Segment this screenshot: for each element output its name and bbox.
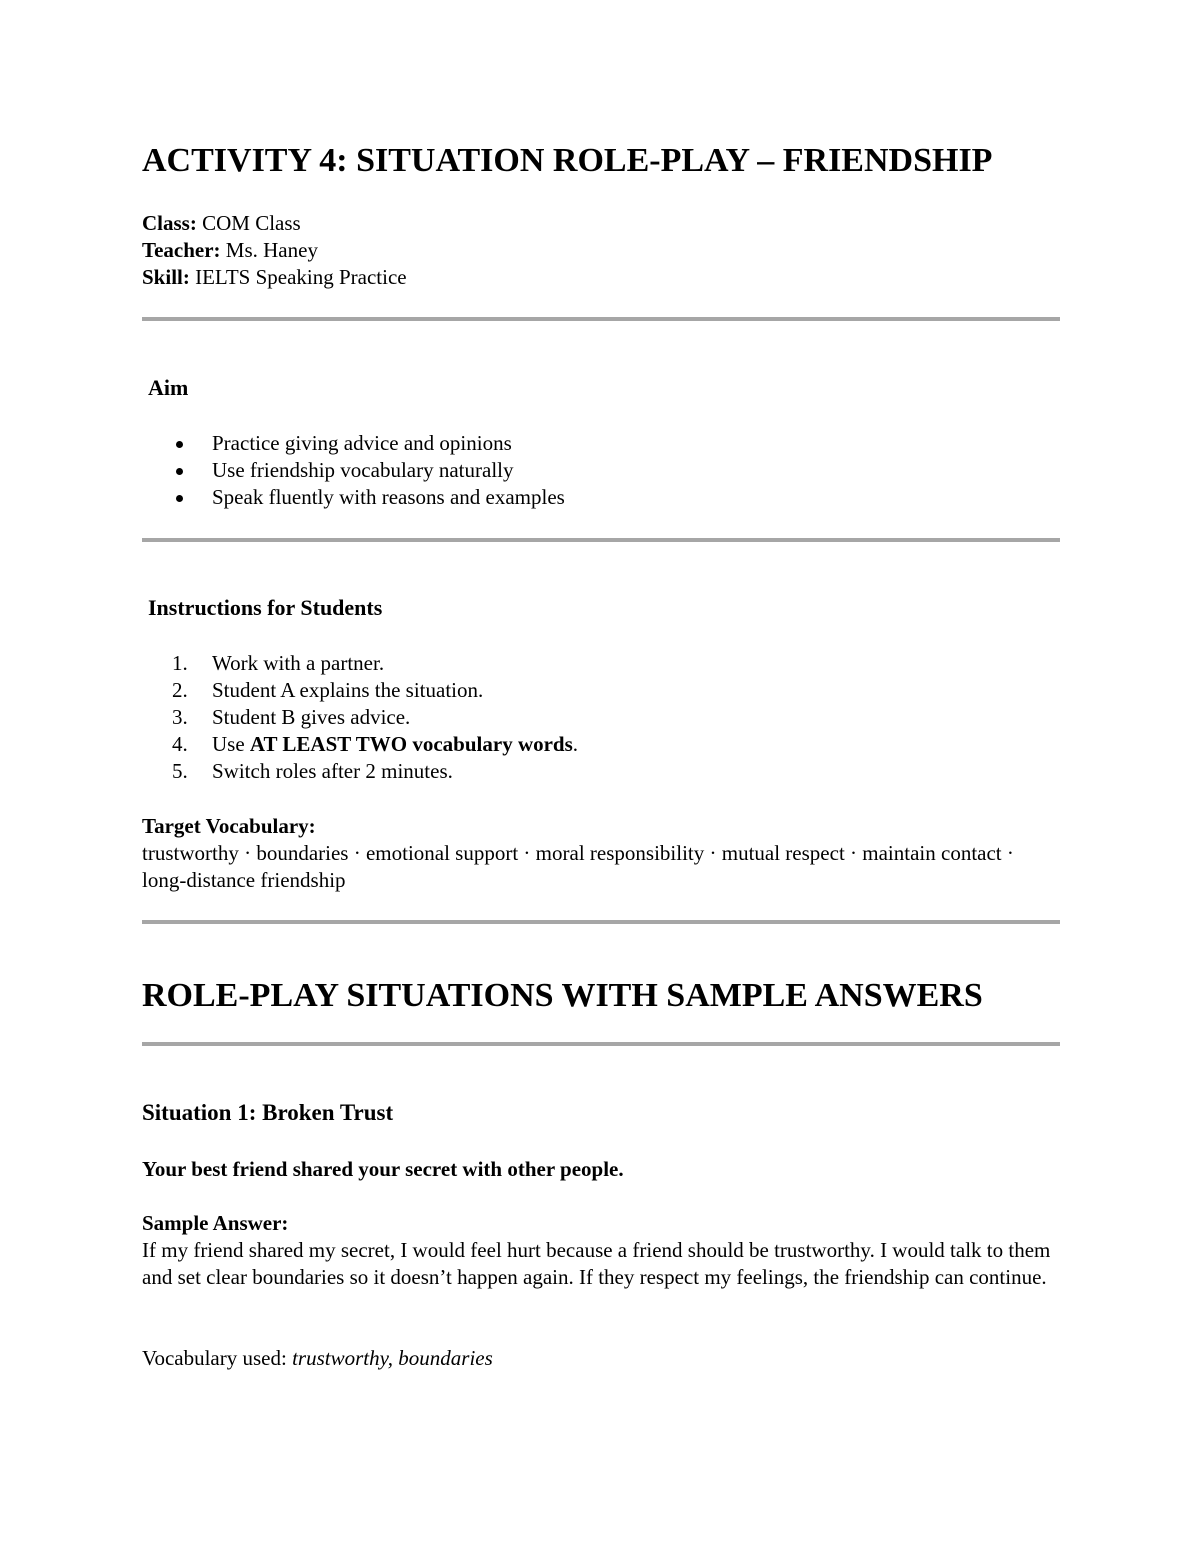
list-item: 2. Student A explains the situation. xyxy=(172,678,484,702)
vocab-used-line xyxy=(142,1345,1060,1372)
situation-1-prompt: Your best friend shared your secret with other people. xyxy=(142,1157,624,1181)
skill-label: Skill: xyxy=(142,265,190,289)
list-item: Practice giving advice and opinions xyxy=(142,430,565,457)
divider xyxy=(142,1042,1060,1046)
list-item: 3. Student B gives advice. xyxy=(172,705,411,729)
divider xyxy=(142,538,1060,542)
vocab-used-value: trustworthy, boundaries xyxy=(292,1346,493,1370)
list-item: Speak fluently with reasons and examples xyxy=(142,484,565,511)
list-item: 4. Use AT LEAST TWO vocabulary words. xyxy=(172,732,579,756)
aim-heading: Aim xyxy=(148,375,189,400)
aim-list xyxy=(142,430,565,511)
list-number: 4. xyxy=(172,732,188,756)
sample-answer-text: If my friend shared my secret, I would feel hurt because a friend should be trustworthy. I would talk to them and set clear boundaries so it doesn’t happen again. If they respect my feelings, the friendship can continue. xyxy=(142,1238,1051,1289)
bullet-icon xyxy=(176,495,183,502)
list-number: 2. xyxy=(172,678,188,702)
vocab-used-label: Vocabulary used: xyxy=(142,1346,293,1370)
target-vocab-text: trustworthy · boundaries · emotional support · moral responsibility · mutual respect · maintain contact · long-distance friendship xyxy=(142,841,1014,892)
teacher-line xyxy=(142,237,318,264)
list-number: 5. xyxy=(172,759,188,783)
list-item: 5. Switch roles after 2 minutes. xyxy=(172,759,453,783)
list-item: Use friendship vocabulary naturally xyxy=(142,457,565,484)
instructions-list xyxy=(142,650,578,785)
skill-line xyxy=(142,264,407,291)
emphasis: AT LEAST TWO vocabulary words xyxy=(249,732,573,756)
teacher-value: Ms. Haney xyxy=(225,238,318,262)
class-label: Class: xyxy=(142,211,197,235)
list-item: 1. Work with a partner. xyxy=(172,651,385,675)
skill-value: IELTS Speaking Practice xyxy=(195,265,407,289)
class-value: COM Class xyxy=(202,211,301,235)
sample-answer-label: Sample Answer: xyxy=(142,1211,289,1235)
situation-1-title: Situation 1: Broken Trust xyxy=(142,1100,394,1125)
target-vocab-label: Target Vocabulary: xyxy=(142,814,316,838)
list-number: 1. xyxy=(172,651,188,675)
teacher-label: Teacher: xyxy=(142,238,221,262)
class-line xyxy=(142,210,301,237)
divider xyxy=(142,317,1060,321)
activity-title: ACTIVITY 4: SITUATION ROLE-PLAY – FRIENDSHIP xyxy=(142,142,993,179)
list-number: 3. xyxy=(172,705,188,729)
bullet-icon xyxy=(176,468,183,475)
divider xyxy=(142,920,1060,924)
instructions-heading: Instructions for Students xyxy=(148,595,383,620)
bullet-icon xyxy=(176,441,183,448)
roleplay-heading: ROLE-PLAY SITUATIONS WITH SAMPLE ANSWERS xyxy=(142,977,983,1014)
